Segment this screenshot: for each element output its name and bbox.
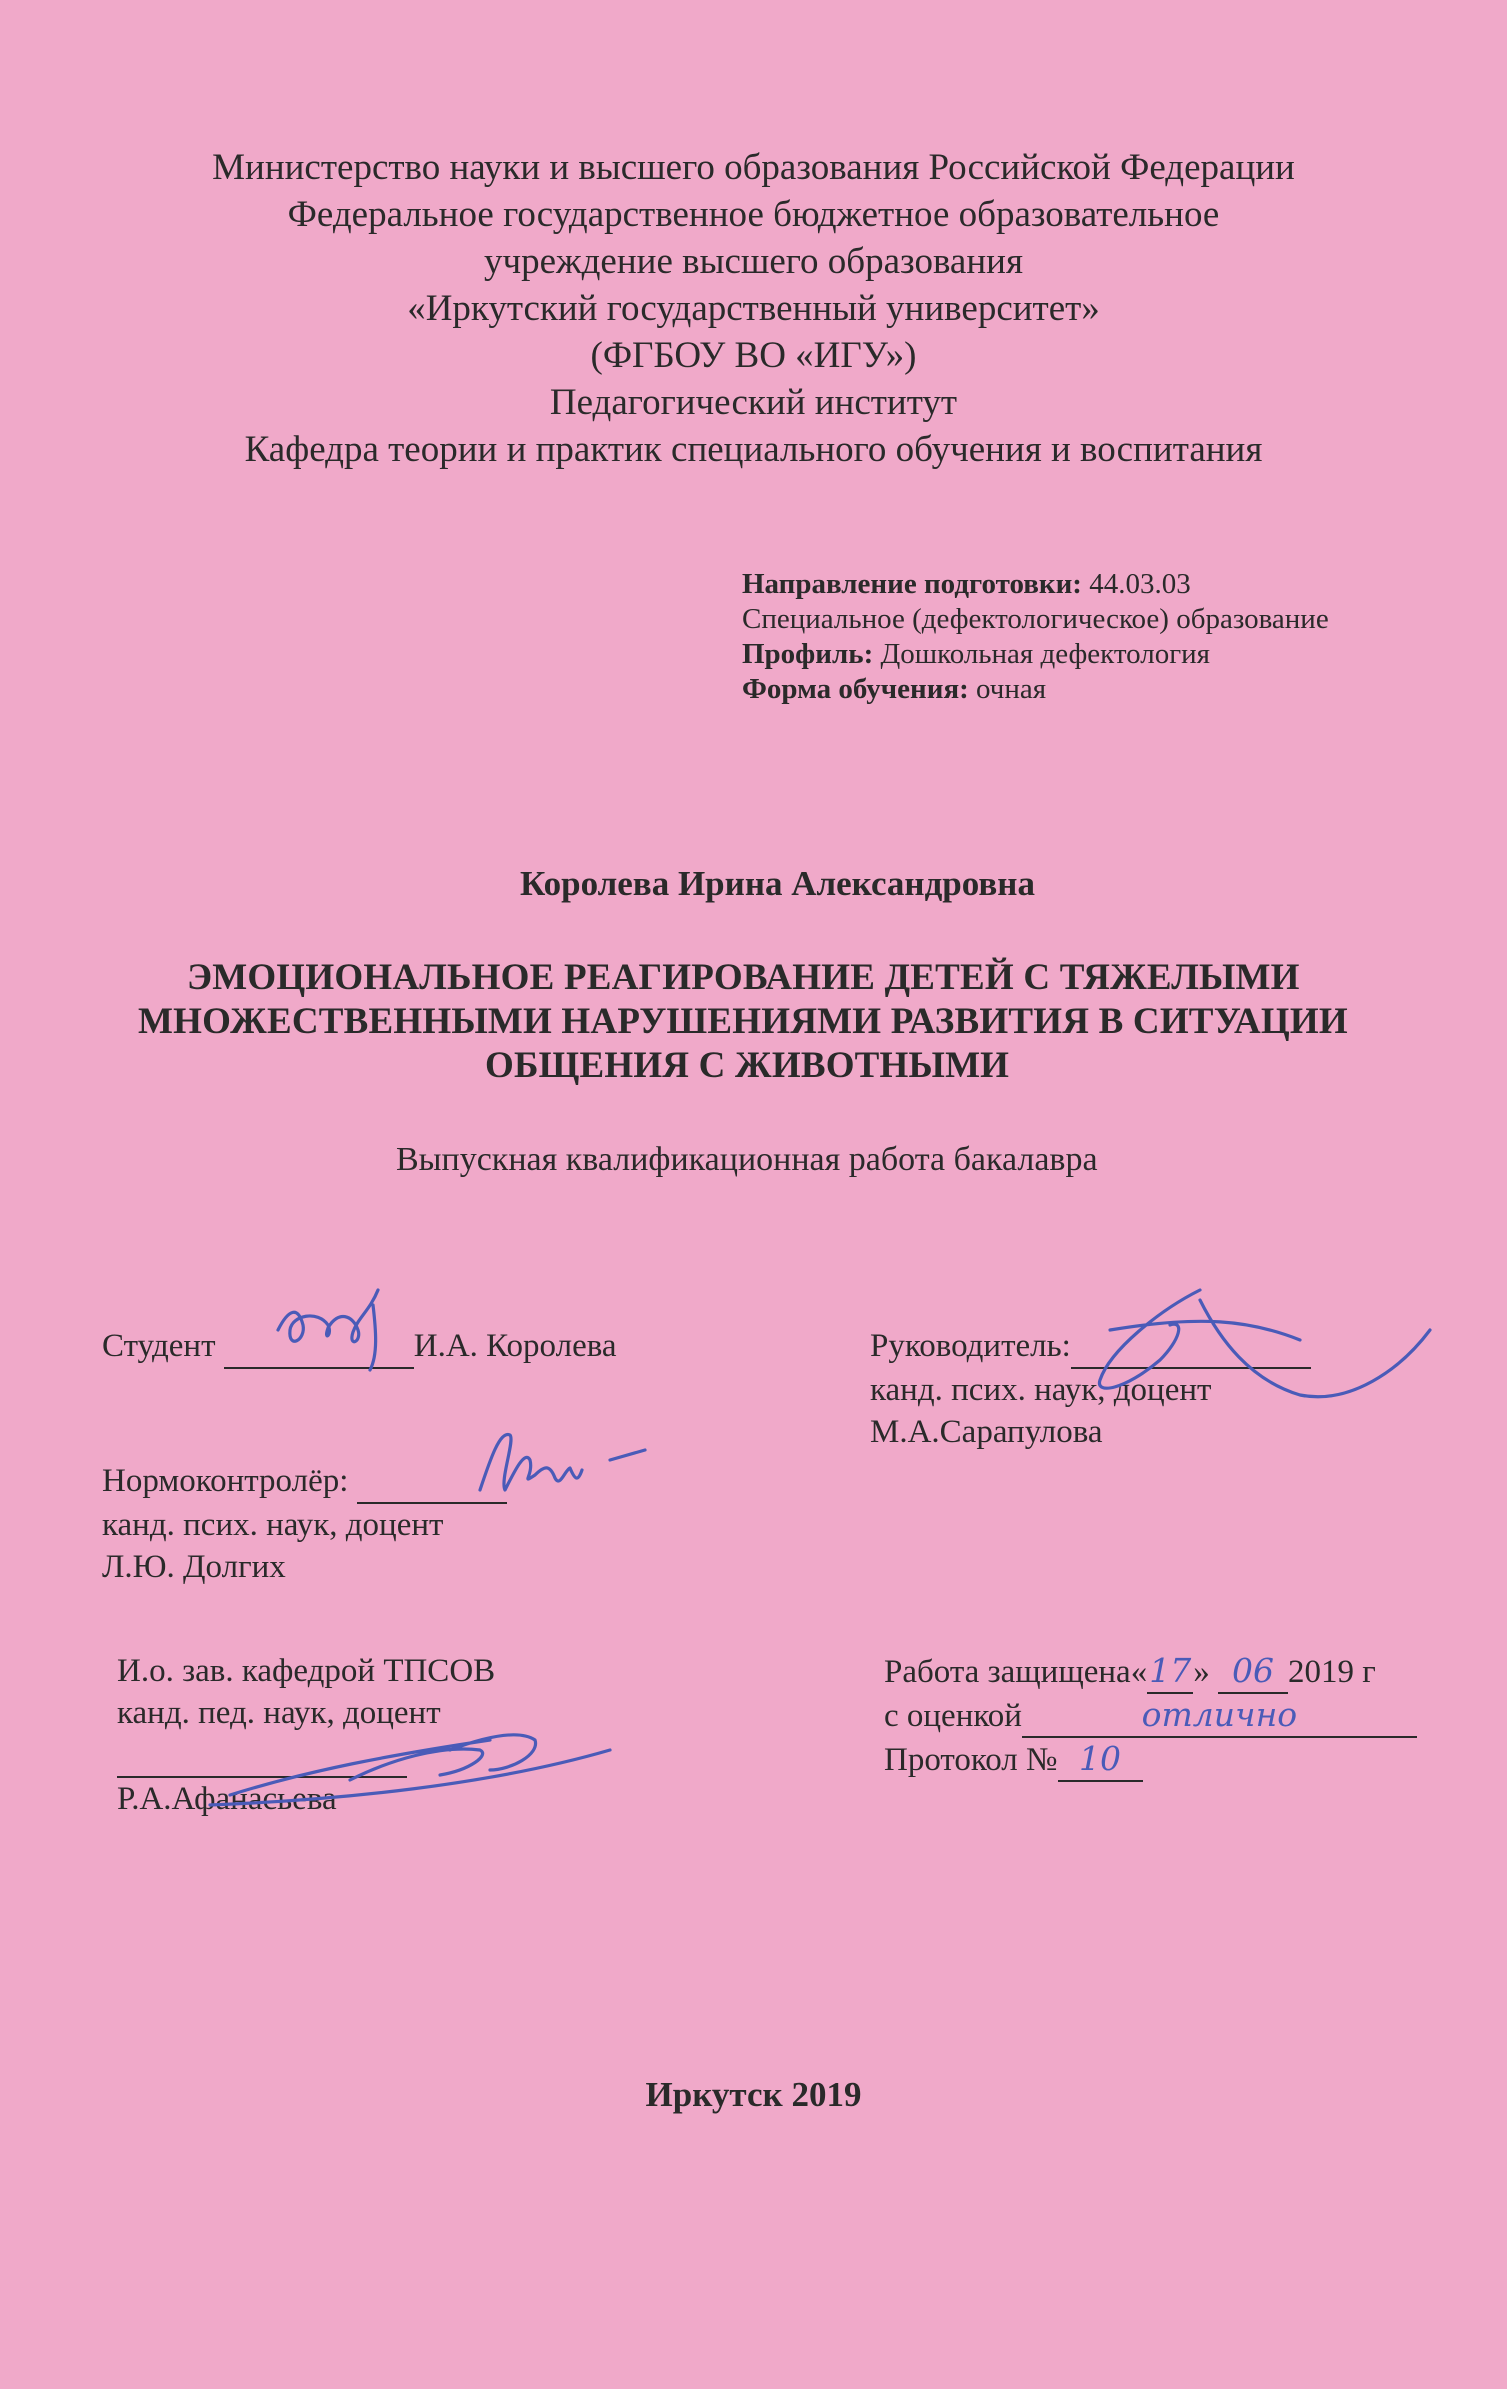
defense-month: 06: [1218, 1650, 1288, 1694]
profile-value: Дошкольная дефектология: [880, 638, 1210, 670]
ministry-line: Министерство науки и высшего образования Российской Федерации: [212, 147, 1295, 188]
study-form-value: очная: [976, 673, 1047, 705]
normcontrol-line: [102, 1460, 507, 1504]
quote-close: »: [1193, 1654, 1210, 1690]
author-name: Королева Ирина Александровна: [520, 864, 1035, 903]
quote-open: «: [1130, 1654, 1148, 1690]
direction-label: Направление подготовки:: [742, 568, 1082, 600]
department-head-degree: канд. пед. наук, доцент: [117, 1695, 441, 1731]
institute-name: Педагогический институт: [549, 382, 958, 423]
department-name: Кафедра теории и практик специального обучения и воспитания: [244, 429, 1263, 470]
department-head-name: Р.А.Афанасьева: [117, 1781, 337, 1817]
profile-line: [742, 637, 1329, 672]
city-year: Иркутск 2019: [645, 2075, 862, 2114]
defense-date-line: [884, 1650, 1417, 1694]
defended-label: Работа защищена: [884, 1654, 1131, 1690]
title-line-3: ОБЩЕНИЯ С ЖИВОТНЫМИ: [485, 1045, 1010, 1086]
protocol-label: Протокол №: [884, 1742, 1058, 1778]
defense-day: 17: [1147, 1650, 1193, 1694]
normcontrol-degree: канд. псих. наук, доцент: [102, 1507, 444, 1543]
study-form-line: [742, 672, 1329, 707]
grade-label: с оценкой: [884, 1698, 1022, 1734]
normcontrol-name: Л.Ю. Долгих: [102, 1549, 286, 1585]
title-line-1: ЭМОЦИОНАЛЬНОЕ РЕАГИРОВАНИЕ ДЕТЕЙ С ТЯЖЕЛЫМИ: [187, 957, 1300, 998]
program-info: [742, 567, 1329, 707]
normcontrol-block: [102, 1460, 507, 1588]
direction-name: Специальное (дефектологическое) образование: [742, 603, 1329, 635]
profile-label: Профиль:: [742, 638, 874, 670]
student-name: И.А. Королева: [413, 1328, 617, 1364]
supervisor-signature-scribble: [1050, 1270, 1450, 1410]
university-abbr: (ФГБОУ ВО «ИГУ»): [590, 335, 917, 376]
student-signature-scribble: [258, 1270, 458, 1380]
work-type: Выпускная квалификационная работа бакалавра: [396, 1141, 1098, 1178]
normcontrol-label: Нормоконтролёр:: [102, 1463, 349, 1499]
institution-type-line: учреждение высшего образования: [484, 241, 1023, 282]
protocol-line: [884, 1738, 1417, 1782]
department-head-label: И.о. зав. кафедрой ТПСОВ: [117, 1653, 496, 1689]
supervisor-name: М.А.Сарапулова: [870, 1414, 1103, 1450]
university-name: «Иркутский государственный университет»: [407, 288, 1100, 329]
federal-line: Федеральное государственное бюджетное образовательное: [287, 194, 1220, 235]
grade-value: отлично: [1022, 1694, 1417, 1738]
direction-code: 44.03.03: [1089, 568, 1191, 600]
normcontrol-signature-scribble: [470, 1420, 670, 1510]
protocol-number: 10: [1058, 1738, 1143, 1782]
student-label: Студент: [102, 1328, 216, 1364]
direction-line: [742, 567, 1329, 602]
defense-block: [884, 1650, 1417, 1782]
study-form-label: Форма обучения:: [742, 673, 969, 705]
supervisor-label: Руководитель:: [870, 1328, 1071, 1364]
defense-year: 2019 г: [1287, 1654, 1376, 1690]
supervisor-degree: канд. псих. наук, доцент: [870, 1372, 1212, 1408]
department-head-signature-scribble: [190, 1700, 620, 1820]
title-line-2: МНОЖЕСТВЕННЫМИ НАРУШЕНИЯМИ РАЗВИТИЯ В СИТУАЦИИ: [138, 1001, 1348, 1042]
grade-line: [884, 1694, 1417, 1738]
